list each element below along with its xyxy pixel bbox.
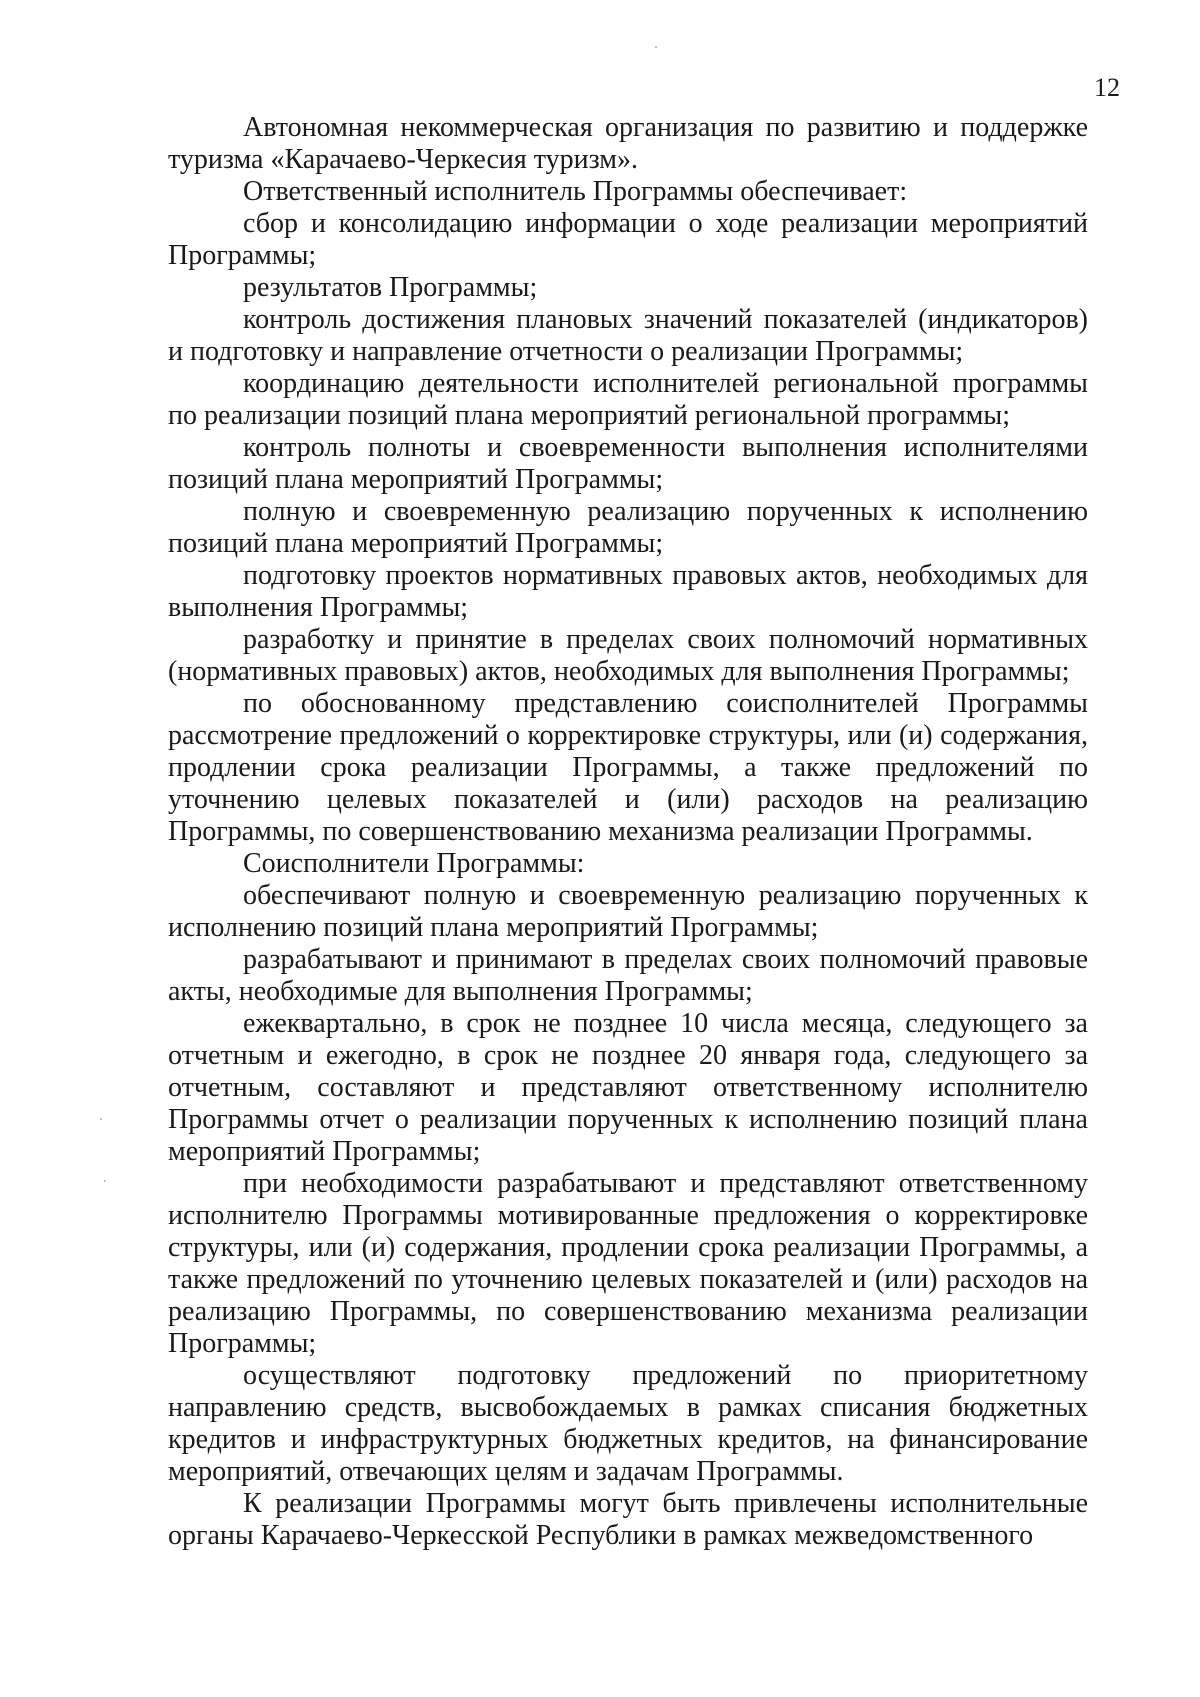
paragraph: координацию деятельности исполнителей региональной программы по реализации позиций плана мероприятий региональной программы; — [168, 368, 1088, 431]
scan-speck — [655, 46, 657, 48]
paragraph: Соисполнители Программы: — [243, 848, 585, 879]
paragraph: осуществляют подготовку предложений по приоритетному направлению средств, высвобождаемых в рамках списания бюджетных кредитов и инфраструктурных бюджетных кредитов, на финансирование мероприятий, отвечающих целям и задачам Программы. — [168, 1360, 1088, 1487]
paragraph: контроль достижения плановых значений показателей (индикаторов) и подготовку и направление отчетности о реализации Программы; — [168, 304, 1088, 367]
paragraph: при необходимости разрабатывают и представляют ответственному исполнителю Программы мотивированные предложения о корректировке структуры, или (и) содержания, продлении срока реализации Программы, а также предложений по уточнению целевых показателей и (или) расходов на реализацию Программы, по совершенствованию механизма реализации Программы; — [168, 1168, 1088, 1359]
scan-speck — [104, 1180, 106, 1182]
scan-speck — [100, 1118, 102, 1120]
paragraph: разрабатывают и принимают в пределах своих полномочий правовые акты, необходимые для выполнения Программы; — [168, 944, 1088, 1007]
page-number: 12 — [1094, 73, 1120, 102]
paragraph: К реализации Программы могут быть привлечены исполнительные органы Карачаево-Черкесской Республики в рамках межведомственного — [168, 1488, 1088, 1551]
paragraph: Автономная некоммерческая организация по развитию и поддержке туризма «Карачаево-Черкесия туризм». — [168, 112, 1088, 175]
paragraph: контроль полноты и своевременности выполнения исполнителями позиций плана мероприятий Программы; — [168, 432, 1088, 495]
paragraph: результатов Программы; — [243, 272, 538, 303]
paragraph: ежеквартально, в срок не позднее 10 числа месяца, следующего за отчетным и ежегодно, в срок не позднее 20 января года, следующего за отчетным, составляют и представляют ответственному исполнителю Программы отчет о реализации порученных к исполнению позиций плана мероприятий Программы; — [168, 1008, 1088, 1167]
paragraph: Ответственный исполнитель Программы обеспечивает: — [243, 176, 908, 207]
paragraph: полную и своевременную реализацию порученных к исполнению позиций плана мероприятий Программы; — [168, 496, 1088, 559]
paragraph: подготовку проектов нормативных правовых актов, необходимых для выполнения Программы; — [168, 560, 1088, 623]
document-body — [168, 112, 1088, 1552]
paragraph: разработку и принятие в пределах своих полномочий нормативных (нормативных правовых) актов, необходимых для выполнения Программы; — [168, 624, 1088, 687]
paragraph: обеспечивают полную и своевременную реализацию порученных к исполнению позиций плана мероприятий Программы; — [168, 880, 1088, 943]
paragraph: по обоснованному представлению соисполнителей Программы рассмотрение предложений о корректировке структуры, или (и) содержания, продлении срока реализации Программы, а также предложений по уточнению целевых показателей и (или) расходов на реализацию Программы, по совершенствованию механизма реализации Программы. — [168, 688, 1088, 847]
paragraph: сбор и консолидацию информации о ходе реализации мероприятий Программы; — [168, 208, 1088, 271]
